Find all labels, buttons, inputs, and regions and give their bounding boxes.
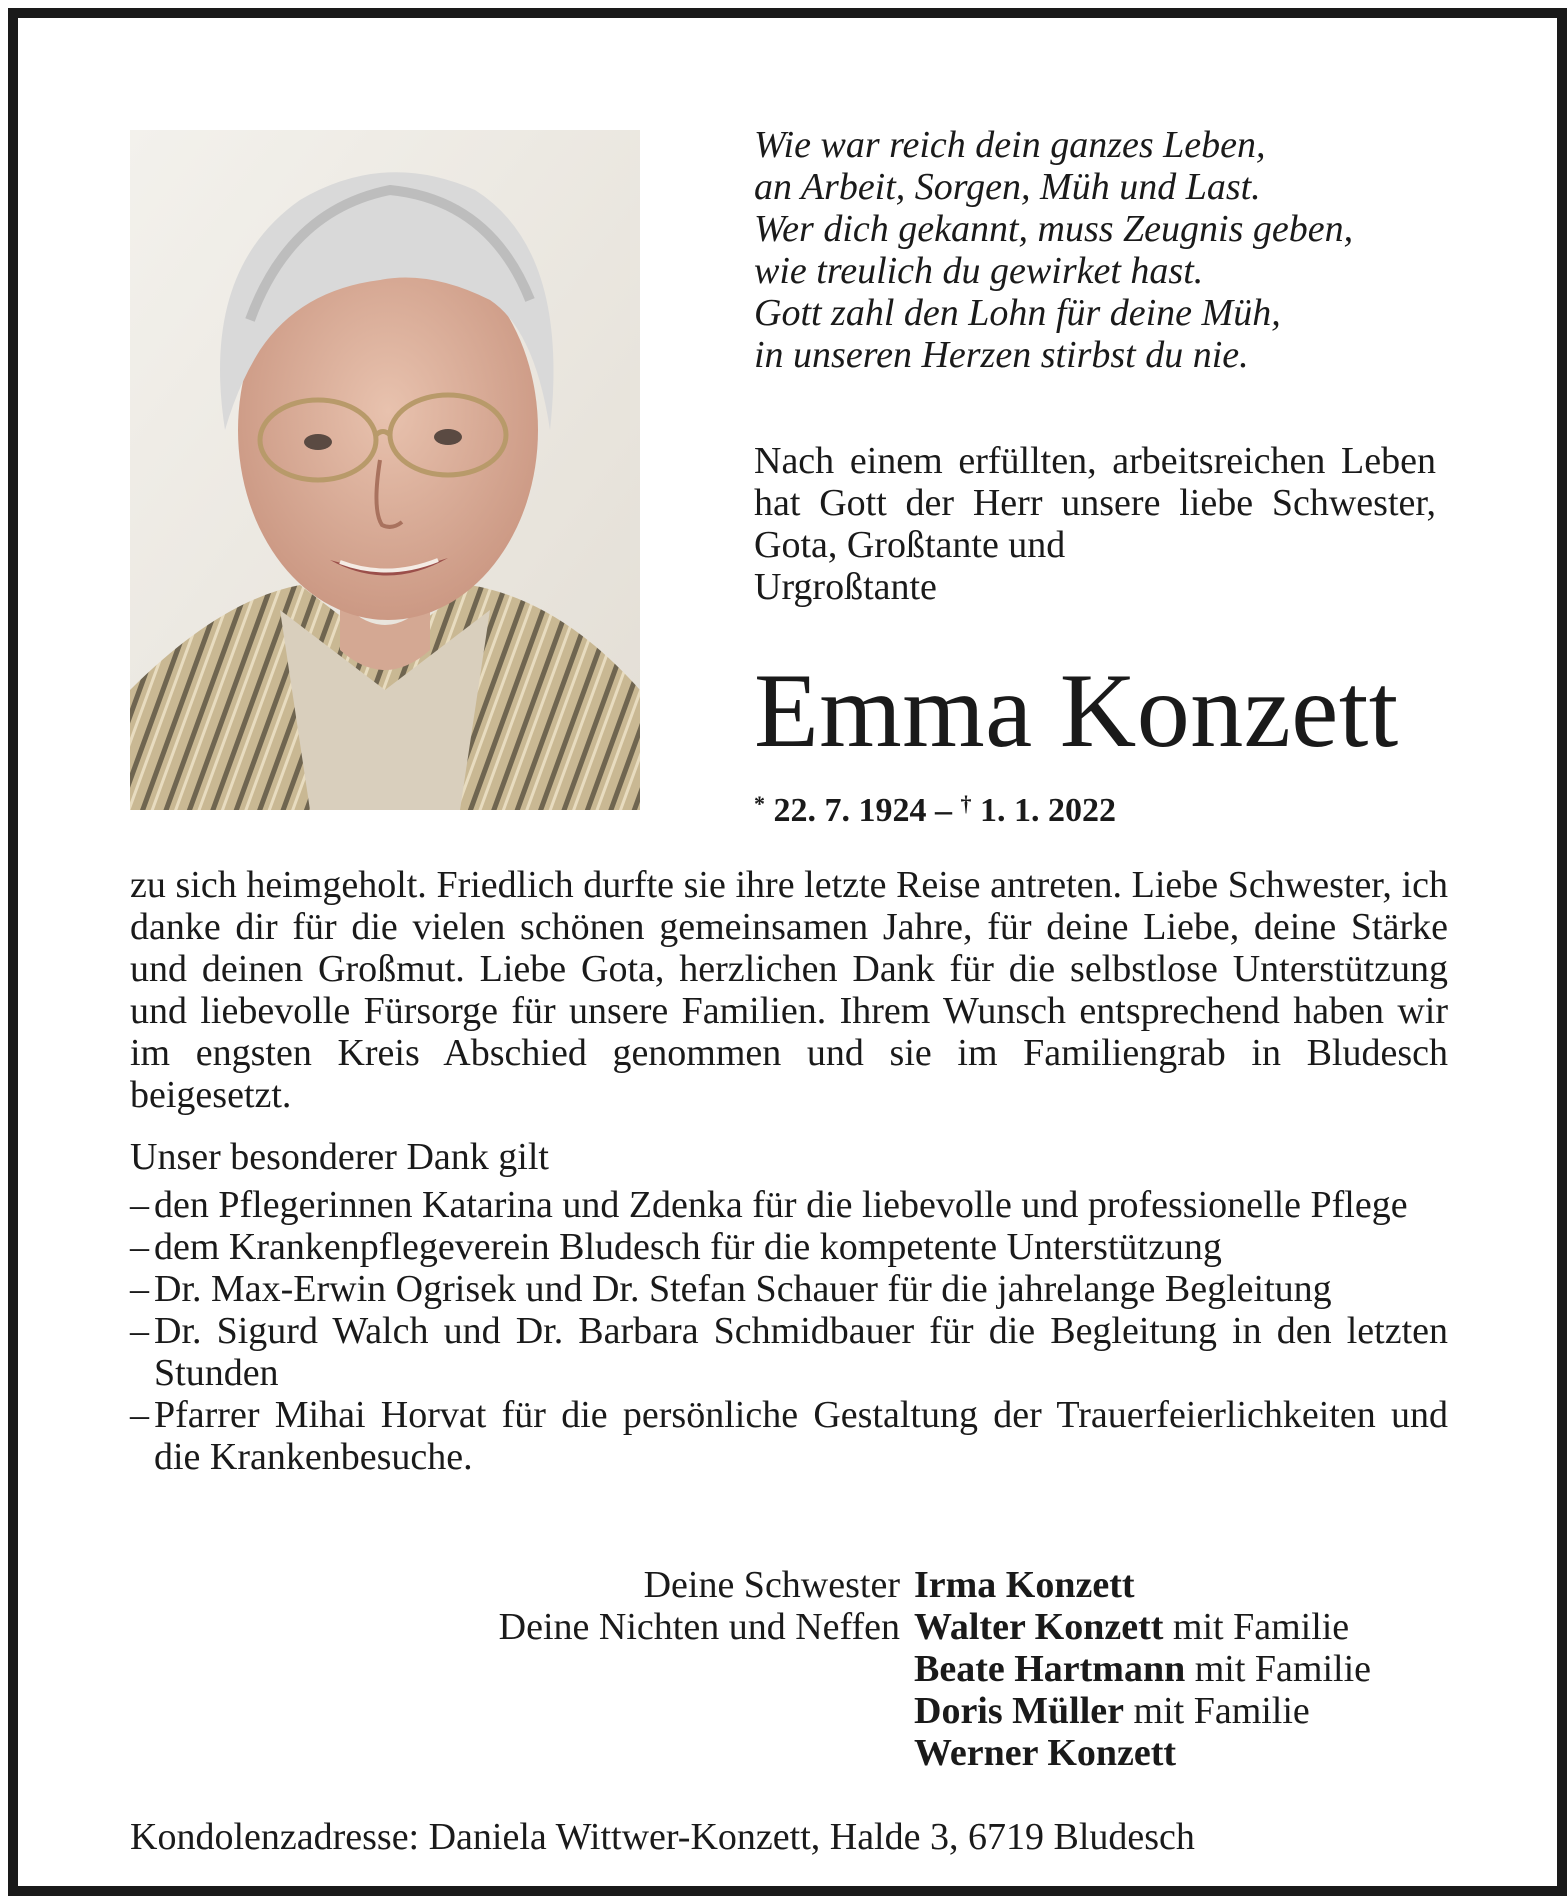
life-dates bbox=[754, 784, 1116, 831]
poem-line: Gott zahl den Lohn für deine Müh, bbox=[754, 292, 1281, 334]
mourner-relation bbox=[130, 1690, 914, 1732]
mourner-name: Irma Konzett bbox=[914, 1564, 1135, 1606]
intro-text: Nach einem erfüllten, arbeitsreichen Leben hat Gott der Herr unsere liebe Schwester, Gota, Großtante und bbox=[754, 440, 1436, 566]
mourner-row bbox=[130, 1732, 1460, 1774]
mourner-row bbox=[130, 1564, 1460, 1606]
condolence-address: Kondolenzadresse: Daniela Wittwer-Konzett, Halde 3, 6719 Bludesch bbox=[130, 1816, 1195, 1858]
poem-line: an Arbeit, Sorgen, Müh und Last. bbox=[754, 166, 1261, 208]
poem-line: Wer dich gekannt, muss Zeugnis geben, bbox=[754, 208, 1354, 250]
thanks-heading: Unser besonderer Dank gilt bbox=[130, 1136, 549, 1178]
mourner-name: Walter Konzett bbox=[914, 1606, 1164, 1648]
intro-paragraph bbox=[754, 440, 1436, 608]
list-dash: – bbox=[130, 1394, 149, 1436]
mourners-signoff bbox=[130, 1564, 1460, 1774]
list-dash: – bbox=[130, 1310, 149, 1352]
mourner-row bbox=[130, 1648, 1460, 1690]
mourner-relation bbox=[130, 1648, 914, 1690]
mourner-relation: Deine Nichten und Neffen bbox=[498, 1606, 900, 1648]
portrait-photo bbox=[130, 130, 640, 810]
list-item bbox=[130, 1226, 1448, 1268]
poem-line: in unseren Herzen stirbst du nie. bbox=[754, 334, 1249, 376]
mourner-name: Doris Müller bbox=[914, 1690, 1125, 1732]
list-dash: – bbox=[130, 1268, 149, 1310]
mourner-suffix: mit Familie bbox=[1163, 1606, 1350, 1648]
list-item-text: Dr. Max-Erwin Ogrisek und Dr. Stefan Schauer für die jahrelange Begleitung bbox=[154, 1268, 1332, 1310]
thanks-list bbox=[130, 1184, 1448, 1478]
list-dash: – bbox=[130, 1184, 149, 1226]
poem-line: Wie war reich dein ganzes Leben, bbox=[754, 124, 1266, 166]
list-item bbox=[130, 1184, 1448, 1226]
mourner-relation: Deine Schwester bbox=[643, 1564, 900, 1606]
body-paragraph: zu sich heimgeholt. Friedlich durfte sie ihre letzte Reise antreten. Liebe Schwester, ich danke dir für die vielen schönen gemeinsamen Jahre, für deine Liebe, deine Stärke und deinen Großmut. Liebe Gota, herzlichen Dank für die selbstlose Unterstützung und liebevolle Fürsorge für unsere Familien. Ihrem Wunsch entsprechend haben wir im engsten Kreis Abschied genommen und sie im Familiengrab in Bludesch beigesetzt. bbox=[130, 864, 1448, 1116]
list-item-text: den Pflegerinnen Katarina und Zdenka für die liebevolle und professionelle Pflege bbox=[154, 1184, 1408, 1226]
memorial-poem bbox=[754, 124, 1474, 376]
mourner-row bbox=[130, 1690, 1460, 1732]
mourner-suffix: mit Familie bbox=[1185, 1648, 1372, 1690]
poem-line: wie treulich du gewirket hast. bbox=[754, 250, 1204, 292]
mourner-name: Beate Hartmann bbox=[914, 1648, 1186, 1690]
mourner-relation bbox=[130, 1732, 914, 1774]
list-dash: – bbox=[130, 1226, 149, 1268]
mourner-name: Werner Konzett bbox=[914, 1732, 1177, 1774]
date-separator: – bbox=[926, 792, 961, 829]
list-item-text: Dr. Sigurd Walch und Dr. Barbara Schmidbauer für die Begleitung in den letzten Stunden bbox=[154, 1310, 1448, 1394]
list-item bbox=[130, 1394, 1448, 1478]
mourner-row bbox=[130, 1606, 1460, 1648]
birth-symbol: * bbox=[754, 791, 765, 816]
intro-last-line: Urgroßtante bbox=[754, 566, 937, 608]
deceased-name: Emma Konzett bbox=[754, 652, 1399, 769]
list-item bbox=[130, 1310, 1448, 1394]
list-item-text: dem Krankenpflegeverein Bludesch für die kompetente Unterstützung bbox=[154, 1226, 1222, 1268]
birth-date: 22. 7. 1924 bbox=[773, 792, 927, 829]
death-date: 1. 1. 2022 bbox=[980, 792, 1116, 829]
death-symbol: † bbox=[960, 791, 972, 816]
list-item-text: Pfarrer Mihai Horvat für die persönliche Gestaltung der Trauerfeierlichkeiten und die Krankenbesuche. bbox=[154, 1394, 1448, 1478]
mourner-suffix: mit Familie bbox=[1124, 1690, 1310, 1732]
list-item bbox=[130, 1268, 1448, 1310]
